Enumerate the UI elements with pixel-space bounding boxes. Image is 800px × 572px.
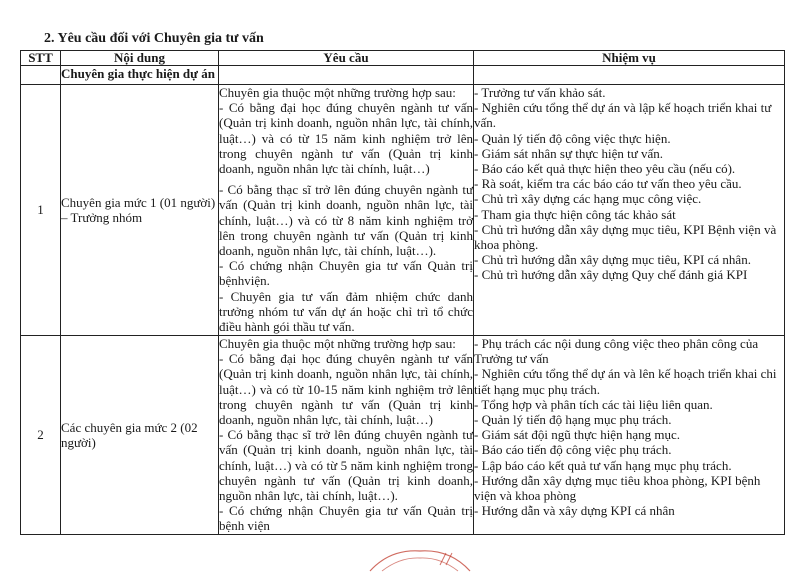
task-line: - Tổng hợp và phân tích các tài liệu liên quan. bbox=[474, 396, 713, 412]
task-line: - Trưởng tư vấn khảo sát. bbox=[474, 85, 606, 100]
requirement-line: - Có bằng đại học đúng chuyên ngành tư vấn (Quản trị kinh doanh, nguồn nhân lực, tài chính, luật…) và có từ 10-15 năm kinh nghiệm trở lên trong chuyên ngành tư vấn (Quản trị kinh doanh, nguồn nhân lực, tài chính, luật…) bbox=[219, 351, 473, 428]
section-row bbox=[21, 66, 785, 85]
task-line: - Chủ trì hướng dẫn xây dựng mục tiêu, KPI cá nhân. bbox=[474, 252, 751, 268]
section-heading: 2. Yêu cầu đối với Chuyên gia tư vấn bbox=[44, 31, 264, 46]
table-header-row bbox=[21, 51, 785, 66]
section-stt-empty bbox=[21, 66, 61, 85]
header-yeu-cau: Yêu cầu bbox=[219, 51, 474, 66]
requirement-line: Chuyên gia thuộc một những trường hợp sau: bbox=[219, 336, 456, 351]
requirement-line: - Có bằng đại học đúng chuyên ngành tư vấn (Quản trị kinh doanh, nguồn nhân lực, tài chính, luật…) và có từ 15 năm kinh nghiệm trở lên trong chuyên ngành tư vấn (Quản trị kinh doanh, nguồn nhân lực tài chính, luật…) bbox=[219, 100, 473, 177]
header-nhiem-vu: Nhiệm vụ bbox=[474, 51, 785, 66]
row-stt: 1 bbox=[21, 85, 61, 336]
row-stt: 2 bbox=[21, 336, 61, 535]
requirement-line: - Có bằng thạc sĩ trở lên đúng chuyên ngành tư vấn (Quản trị kinh doanh, nguồn nhân lực, tài chính, luật…) và có từ 5 năm kinh nghiệm trong chuyên ngành tư vấn (Quản trị kinh doanh, nguồn nhân lực, tài chính, luật…). bbox=[219, 427, 473, 504]
section-empty-2 bbox=[474, 66, 785, 85]
row-noi-dung: Chuyên gia mức 1 (01 người) – Trưởng nhóm bbox=[61, 85, 219, 336]
row-yeu-cau bbox=[219, 336, 474, 535]
task-line: - Nghiên cứu tổng thể dự án và lập kế hoạch triển khai tư vấn. bbox=[474, 100, 772, 131]
row-noi-dung: Các chuyên gia mức 2 (02 người) bbox=[61, 336, 219, 535]
task-line: - Nghiên cứu tổng thể dự án và lên kế hoạch triển khai chi tiết hạng mục phụ trách. bbox=[474, 366, 777, 397]
task-line: - Hướng dẫn và xây dựng KPI cá nhân bbox=[474, 503, 675, 519]
row-nhiem-vu bbox=[474, 85, 785, 336]
requirement-line: Chuyên gia thuộc một những trường hợp sau: bbox=[219, 85, 456, 100]
section-label: Chuyên gia thực hiện dự án bbox=[61, 66, 219, 85]
task-line: - Báo cáo tiến độ công việc phụ trách. bbox=[474, 442, 672, 458]
task-line: - Lập báo cáo kết quả tư vấn hạng mục phụ trách. bbox=[474, 457, 732, 473]
task-line: - Hướng dẫn xây dựng mục tiêu khoa phòng, KPI bệnh viện và khoa phòng bbox=[474, 472, 761, 504]
row-nhiem-vu bbox=[474, 336, 785, 535]
task-line: - Chủ trì xây dựng các hạng mục công việc. bbox=[474, 191, 702, 207]
task-line: - Quản lý tiến độ hạng mục phụ trách. bbox=[474, 412, 672, 428]
task-line: - Giám sát nhân sự thực hiện tư vấn. bbox=[474, 145, 664, 161]
requirement-line: - Có bằng thạc sĩ trở lên đúng chuyên ngành tư vấn (Quản trị kinh doanh, nguồn nhân lực, tài chính, luật…) và có từ 8 năm kinh nghiệm trở lên trong chuyên ngành tư vấn (Quản trị kinh doanh, nguồn nhân lực, tài chính, luật…). bbox=[219, 182, 473, 259]
task-line: - Chủ trì hướng dẫn xây dựng Quy chế đánh giá KPI bbox=[474, 267, 748, 283]
task-line: - Báo cáo kết quả thực hiện theo yêu cầu (nếu có). bbox=[474, 161, 736, 177]
red-stamp-seal bbox=[360, 545, 480, 572]
requirements-table bbox=[20, 50, 785, 535]
task-line: - Giám sát đội ngũ thực hiện hạng mục. bbox=[474, 427, 680, 443]
row-yeu-cau bbox=[219, 85, 474, 336]
table-row bbox=[21, 85, 785, 336]
task-line: - Tham gia thực hiện công tác khảo sát bbox=[474, 206, 676, 222]
requirement-line: - Chuyên gia tư vấn đảm nhiệm chức danh trưởng nhóm tư vấn dự án hoặc chỉ trì tổ chức điều hành gói thầu tư vấn. bbox=[219, 288, 473, 335]
requirement-line: - Có chứng nhận Chuyên gia tư vấn Quản trị bệnh viện bbox=[219, 503, 473, 534]
task-line: - Rà soát, kiểm tra các báo cáo tư vấn theo yêu cầu. bbox=[474, 176, 742, 192]
task-line: - Chủ trì hướng dẫn xây dựng mục tiêu, KPI Bệnh viện và khoa phòng. bbox=[474, 221, 777, 253]
table-row bbox=[21, 336, 785, 535]
task-line: - Quản lý tiến độ công việc thực hiện. bbox=[474, 130, 671, 146]
section-empty-1 bbox=[219, 66, 474, 85]
header-stt: STT bbox=[21, 51, 61, 66]
header-noi-dung: Nội dung bbox=[61, 51, 219, 66]
requirement-line: - Có chứng nhận Chuyên gia tư vấn Quản trị bệnhviện. bbox=[219, 258, 473, 289]
task-line: - Phụ trách các nội dung công việc theo phân công của Trưởng tư vấn bbox=[474, 336, 759, 367]
